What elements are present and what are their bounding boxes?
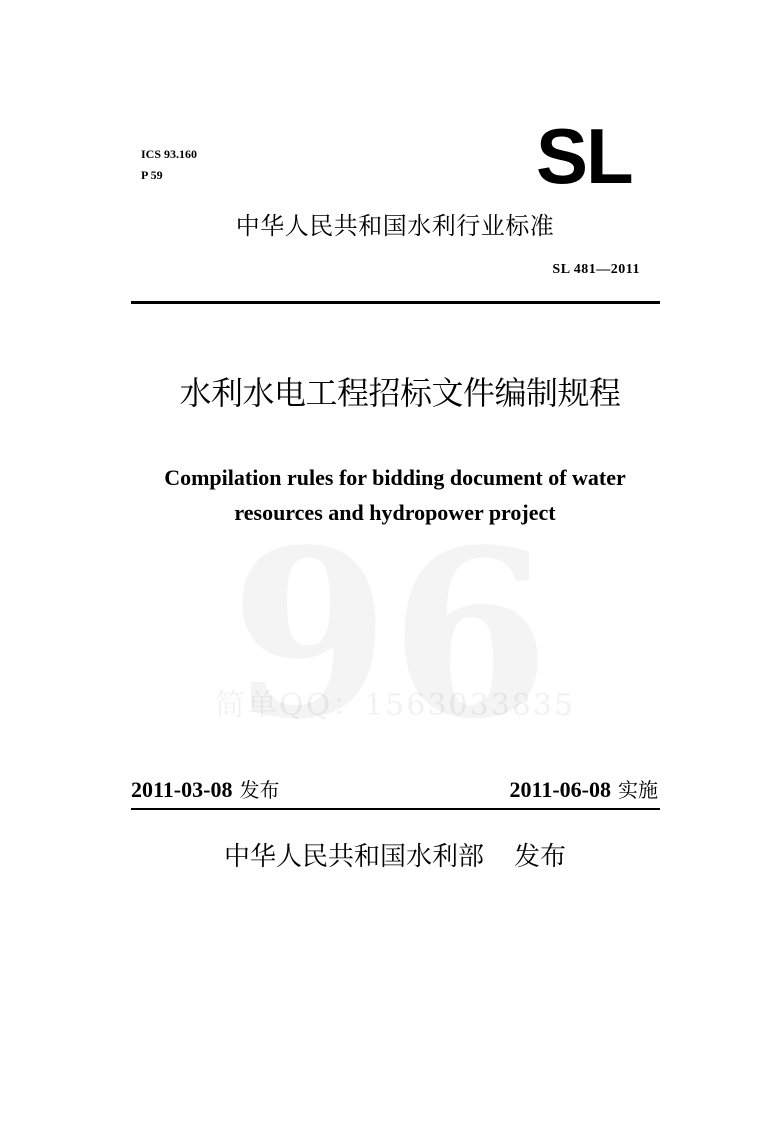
title-chinese: 水利水电工程招标文件编制规程: [179, 374, 621, 412]
ministry-standard-heading: 中华人民共和国水利行业标准: [235, 212, 555, 240]
title-english-line2: resources and hydropower project: [234, 500, 556, 525]
issue-date-block: [131, 774, 279, 803]
issue-label: 发布: [239, 778, 280, 802]
issue-date: 2011-03-08: [131, 777, 233, 802]
title-english-line1: Compilation rules for bidding document of water: [164, 465, 626, 490]
class-code: P 59: [141, 168, 163, 182]
title-english: [120, 460, 670, 530]
publisher-line: [130, 836, 660, 873]
standard-number: SL 481—2011: [552, 262, 640, 277]
implement-date-block: [510, 774, 658, 803]
classification-codes: [141, 148, 197, 190]
publisher-action: 发布: [514, 842, 567, 872]
implement-date: 2011-06-08: [509, 777, 611, 802]
implement-label: 实施: [618, 778, 658, 802]
publisher-name: 中华人民共和国水利部: [223, 842, 484, 872]
watermark-contact: 简单QQ：1563033835: [215, 688, 576, 723]
bottom-divider: [131, 808, 660, 810]
top-divider: [131, 301, 660, 304]
ics-code: ICS 93.160: [141, 147, 198, 161]
watermark-numeral: [230, 500, 550, 770]
sl-logo: [536, 112, 652, 200]
sl-logo-text: SL: [536, 112, 632, 200]
